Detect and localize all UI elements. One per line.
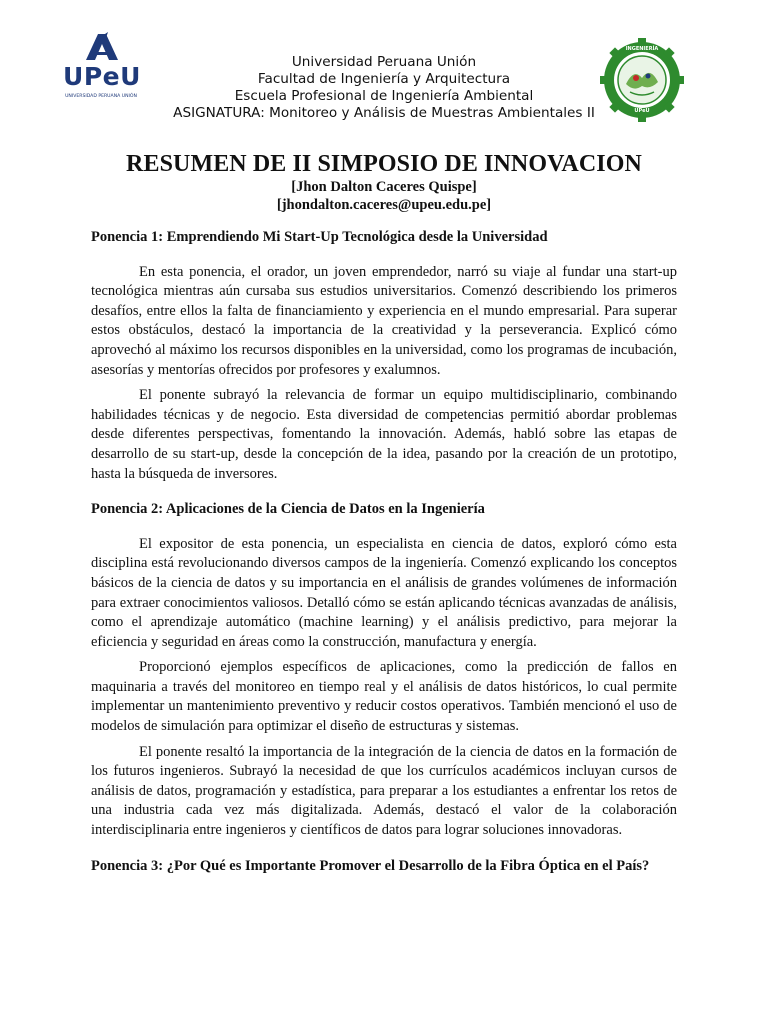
section-title: Ponencia 1: Emprendiendo Mi Start-Up Tecnológica desde la Universidad [91,229,548,245]
paragraph: Proporcionó ejemplos específicos de aplicaciones, como la predicción de fallos en maquinaria a través del monitoreo en tiempo real y el análisis de datos históricos, lo cual permite implementar un mantenimiento preventivo y reducir costos operativos. También mencionó el uso de modelos de simulación para optimizar el diseño de estructuras y sistemas. [91,659,677,735]
course-name: ASIGNATURA: Monitoreo y Análisis de Muestras Ambientales II [173,105,595,121]
paragraph: El expositor de esta ponencia, un especialista en ciencia de datos, exploró cómo esta disciplina está revolucionando diversos campos de la ingeniería. Comenzó explicando los conceptos básicos de la ciencia de datos y su importancia en el análisis de grandes volúmenes de información para extraer conocimientos valiosos. Detalló cómo se están aplicando técnicas avanzadas de análisis, como el aprendizaje automático (machine learning) y el análisis predictivo, para mejorar la eficiencia y seguridad en áreas como la construcción, manufactura y energía. [91,535,677,650]
institution-header [150,54,618,122]
seal-text-bottom: UPeU [634,108,650,114]
upeu-subtext: UNIVERSIDAD PERUANA UNIÓN [65,94,137,99]
paragraph: El ponente subrayó la relevancia de formar un equipo multidisciplinario, combinando habilidades técnicas y de negocio. Esta diversidad de competencias permitió abordar problemas desde diferentes perspectivas, fomentando la innovación. Además, habló sobre las etapas de desarrollo de su start-up, desde la concepción de la idea, pasando por la creación de un prototipo, hasta la búsqueda de inversores. [91,387,677,482]
author-email: [jhondalton.caceres@upeu.edu.pe] [276,197,492,213]
document-body [91,228,677,876]
seal-text-top: INGENIERÍA [625,46,659,52]
paragraph: El ponente resaltó la importancia de la integración de la ciencia de datos en la formación de los futuros ingenieros. Subrayó la necesidad de que los currículos académicos incluyan cursos de análisis de datos, programación y estadística, para preparar a los estudiantes a enfrentar los retos de una industria cada vez más digitalizada. Además, destacó el valor de la colaboración interdisciplinaria entre ingenieros y científicos de datos para lograr soluciones innovadoras. [91,743,677,839]
university-name: Universidad Peruana Unión [291,54,477,70]
school-name: Escuela Profesional de Ingeniería Ambiental [234,88,534,104]
title-block [60,150,708,214]
section-title: Ponencia 3: ¿Por Qué es Importante Promover el Desarrollo de la Fibra Óptica en el País? [91,857,650,874]
author-name: [Jhon Dalton Caceres Quispe] [291,179,477,195]
paragraph: En esta ponencia, el orador, un joven emprendedor, narró su viaje al fundar una start-up tecnológica mientras aún cursaba sus estudios universitarios. Comenzó describiendo los primeros desafíos, entre ellos la falta de financiamiento y experiencia en el mundo empresarial. Para superar estos obstáculos, destacó la importancia de la creatividad y la perseverancia. Explicó cómo aprovechó al máximo los recursos disponibles en la universidad, como los programas de incubación, asesorías y mentorías ofrecidos por profesores y exalumnos. [91,263,677,378]
faculty-name: Facultad de Ingeniería y Arquitectura [257,71,511,87]
upeu-wordmark: UPeU [63,62,141,91]
section-title: Ponencia 2: Aplicaciones de la Ciencia de Datos en la Ingeniería [91,501,485,518]
document-title: RESUMEN DE II SIMPOSIO DE INNOVACION [126,151,642,177]
upeu-logo [56,30,146,110]
